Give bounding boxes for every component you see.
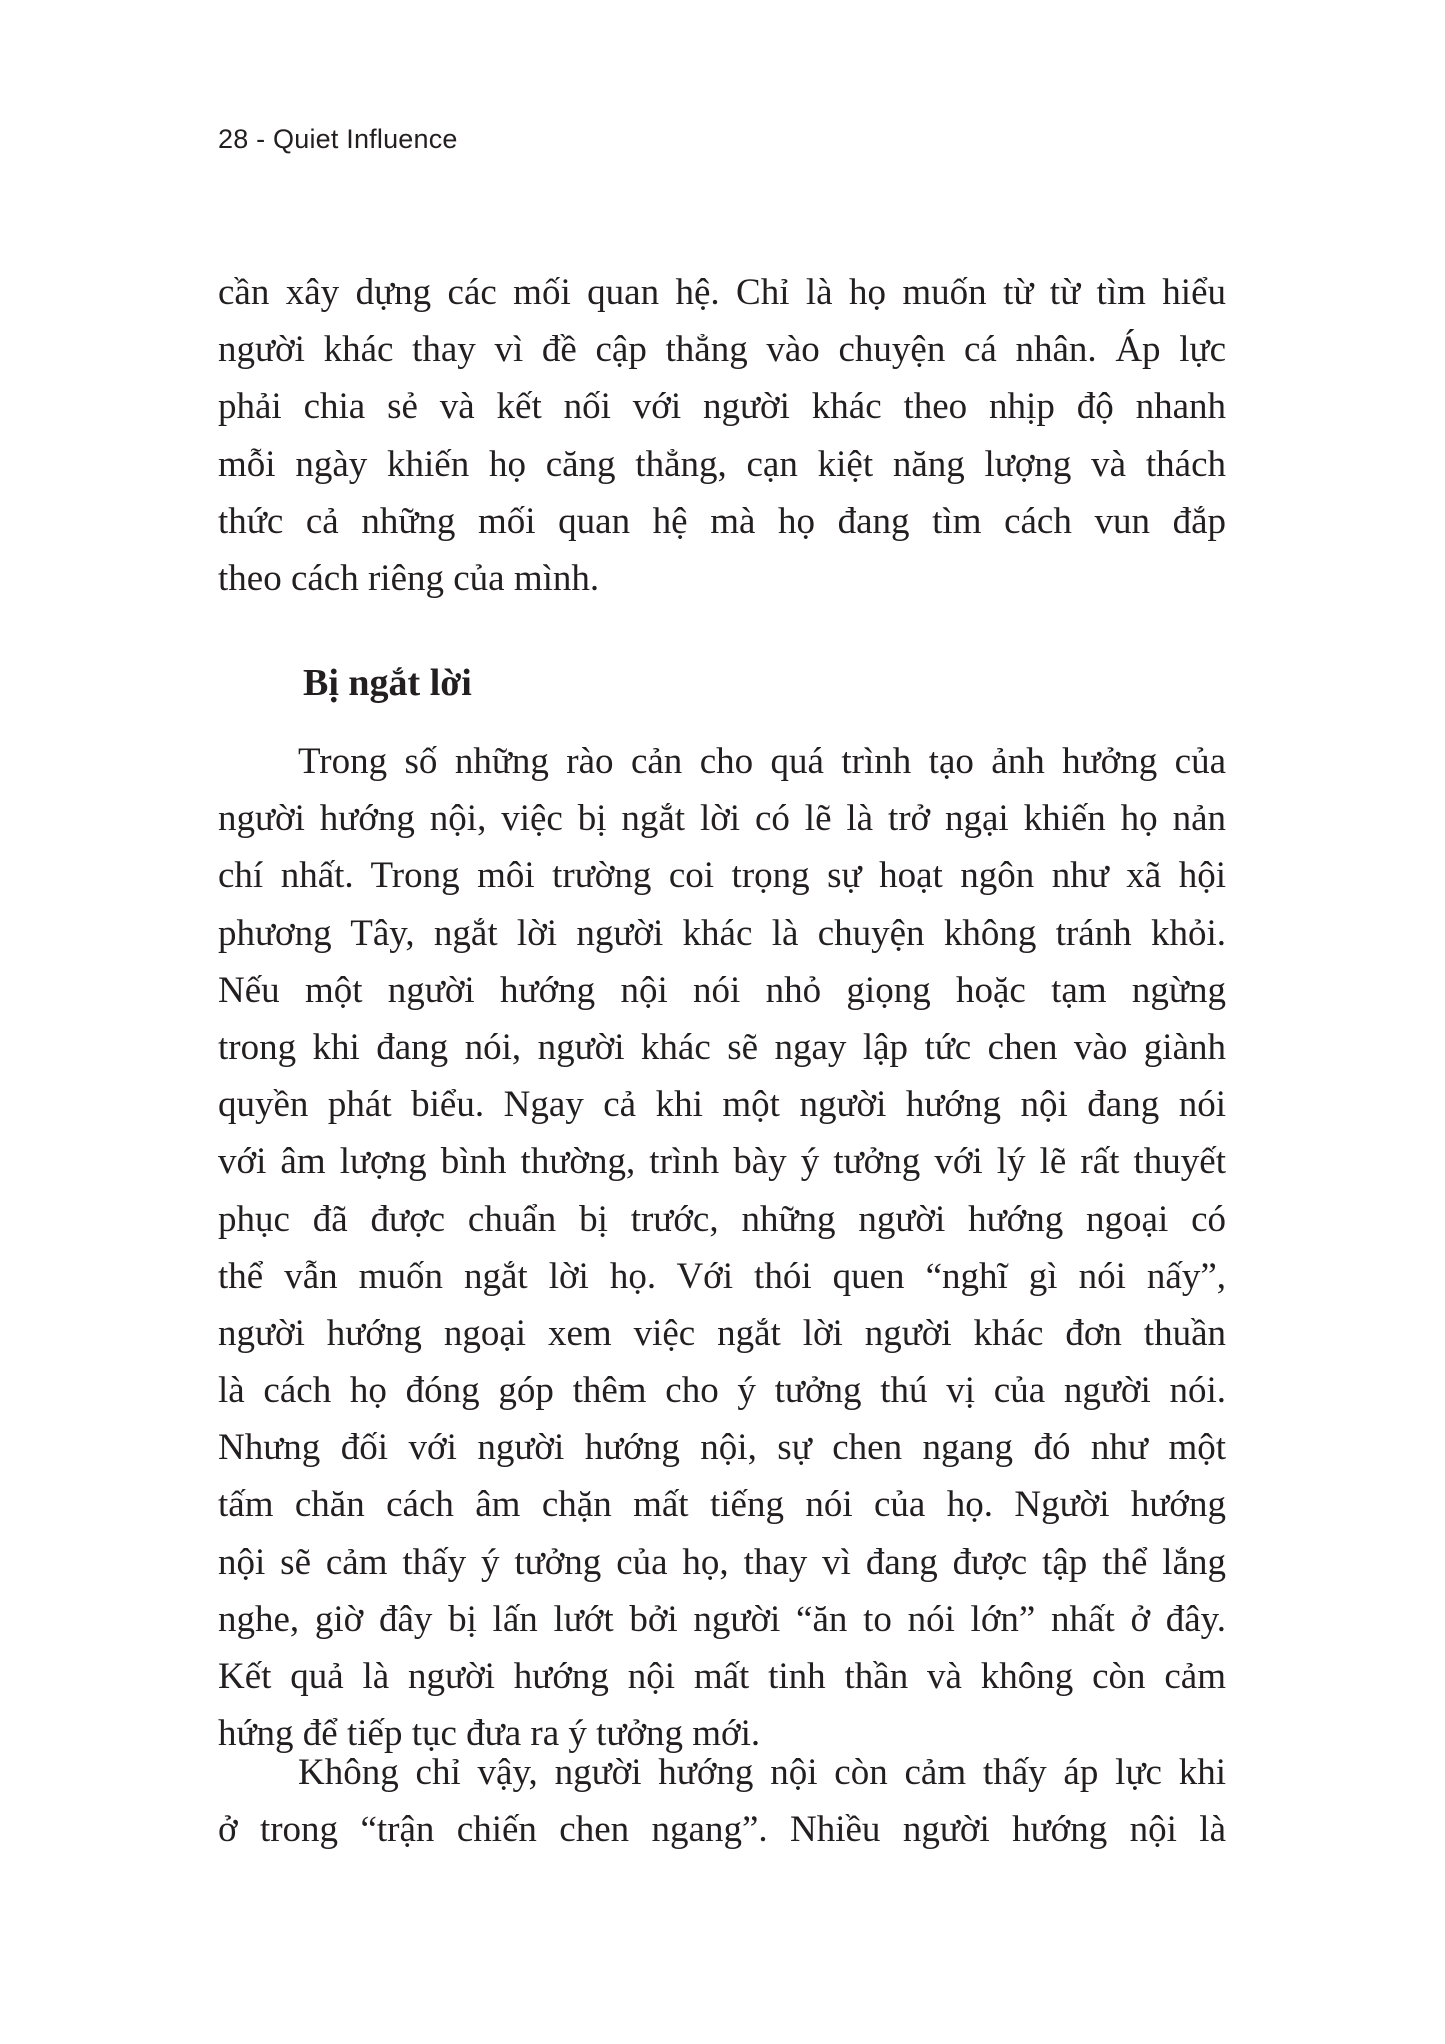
paragraph-line: với âm lượng bình thường, trình bày ý tưởng với lý lẽ rất thuyết bbox=[218, 1141, 1226, 1183]
paragraph-line: quyền phát biểu. Ngay cả khi một người hướng nội đang nói bbox=[218, 1084, 1226, 1126]
paragraph-line: phục đã được chuẩn bị trước, những người hướng ngoại có bbox=[218, 1198, 1226, 1240]
paragraph-line: Không chỉ vậy, người hướng nội còn cảm thấy áp lực khi bbox=[298, 1752, 1226, 1793]
paragraph-line: người khác thay vì đề cập thẳng vào chuyện cá nhân. Áp lực bbox=[218, 329, 1226, 371]
paragraph-2 bbox=[218, 733, 1226, 1762]
paragraph-line: ở trong “trận chiến chen ngang”. Nhiều người hướng nội là bbox=[218, 1809, 1226, 1851]
paragraph-line: phải chia sẻ và kết nối với người khác theo nhịp độ nhanh bbox=[218, 386, 1226, 428]
paragraph-line: Trong số những rào cản cho quá trình tạo ảnh hưởng của bbox=[298, 741, 1226, 782]
paragraph-line: nghe, giờ đây bị lấn lướt bởi người “ăn to nói lớn” nhất ở đây. bbox=[218, 1598, 1226, 1640]
running-header: 28 - Quiet Influence bbox=[218, 124, 458, 154]
paragraph-line: chí nhất. Trong môi trường coi trọng sự hoạt ngôn như xã hội bbox=[218, 855, 1226, 897]
paragraph-line: phương Tây, ngắt lời người khác là chuyện không tránh khỏi. bbox=[218, 912, 1226, 954]
paragraph-line: theo cách riêng của mình. bbox=[218, 557, 600, 599]
paragraph-line: trong khi đang nói, người khác sẽ ngay lập tức chen vào giành bbox=[218, 1026, 1226, 1068]
paragraph-line: Nếu một người hướng nội nói nhỏ giọng hoặc tạm ngừng bbox=[218, 969, 1226, 1011]
paragraph-line: là cách họ đóng góp thêm cho ý tưởng thú vị của người nói. bbox=[218, 1370, 1226, 1412]
paragraph-3 bbox=[218, 1744, 1226, 1858]
paragraph-line: thể vẫn muốn ngắt lời họ. Với thói quen “nghĩ gì nói nấy”, bbox=[218, 1255, 1226, 1297]
paragraph-line: người hướng nội, việc bị ngắt lời có lẽ là trở ngại khiến họ nản bbox=[218, 798, 1226, 840]
paragraph-line: mỗi ngày khiến họ căng thẳng, cạn kiệt năng lượng và thách bbox=[218, 443, 1226, 485]
paragraph-line: Nhưng đối với người hướng nội, sự chen ngang đó như một bbox=[218, 1427, 1226, 1469]
paragraph-line: tấm chăn cách âm chặn mất tiếng nói của họ. Người hướng bbox=[218, 1484, 1226, 1526]
paragraph-line: thức cả những mối quan hệ mà họ đang tìm cách vun đắp bbox=[218, 500, 1226, 542]
paragraph-line: Kết quả là người hướng nội mất tinh thần và không còn cảm bbox=[218, 1656, 1226, 1697]
paragraph-line: cần xây dựng các mối quan hệ. Chỉ là họ muốn từ từ tìm hiểu bbox=[218, 272, 1226, 313]
paragraph-line: người hướng ngoại xem việc ngắt lời người khác đơn thuần bbox=[218, 1312, 1226, 1354]
paragraph-line: hứng để tiếp tục đưa ra ý tưởng mới. bbox=[218, 1713, 761, 1755]
section-heading: Bị ngắt lời bbox=[303, 662, 472, 704]
paragraph-line: nội sẽ cảm thấy ý tưởng của họ, thay vì đang được tập thể lắng bbox=[218, 1541, 1226, 1583]
paragraph-1 bbox=[218, 264, 1226, 607]
